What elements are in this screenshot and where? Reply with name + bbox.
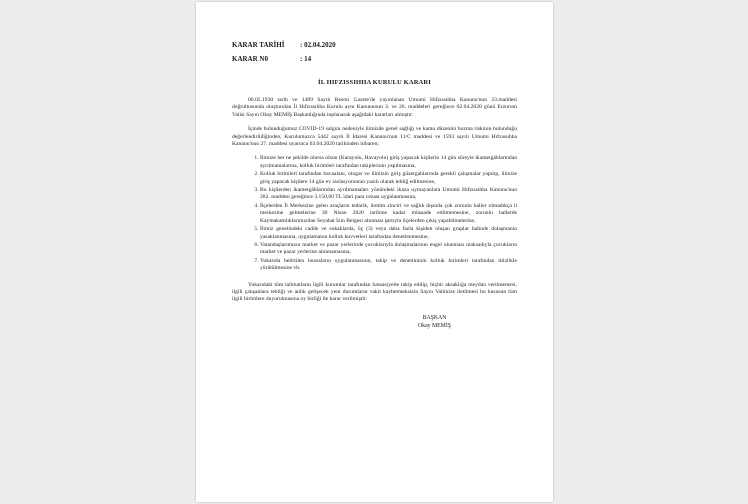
decision-number-value: : 14: [300, 55, 312, 63]
decision-meta: [232, 38, 517, 66]
context-paragraph: İçinde bulunduğumuz COVID-19 salgını nedeniyle ilimizde genel sağlığı ve kamu düzenini bozma riskinin bulunduğu değerlendirildiğinden, Kurulumuzca 5442 sayılı İl İdaresi Kanunu'nun 11/C maddesi ve 1593 sayılı Umumi Hıfzıssıhha Kanunu'nun 27. maddesi uyarınca 03.04.2020 tarihinden itibaren;: [232, 126, 517, 148]
decision-date-value: : 02.04.2020: [300, 41, 336, 49]
decision-item: 6. Vatandaşlarımızın market ve pazar yerlerinde çocuklarıyla dolaşmalarının engel olunması maksadıyla çocukların market ve pazar yerlerine alınmamasına,: [260, 242, 517, 257]
decision-date-label: KARAR TARİHİ: [232, 41, 285, 49]
decision-item: 1. İlimize her ne şekilde olursa olsun (Karayolu, Havayolu) giriş yapacak kişilerin 14 gün süreyle ikametgâhlarından ayrılmamalarına, kolluk birimleri tarafından takiplerinin yapılmasına,: [260, 155, 517, 170]
decision-item: 3. Bu kişilerden ikametgâhlarından ayrılmamaları yönündeki ikaza uymayanlara Umumi Hıfzıssıhha Kanunu'nun 282. maddesi gereğince 3.150,00 TL idari para cezası uygulanmasına,: [260, 187, 517, 202]
signature-name: Okay MEMİŞ: [417, 322, 451, 329]
decision-item: 7. Yukarıda belirtilen hususların uygulanmasının, takip ve denetiminin kolluk birimleri tarafından titizlikle yürütülmesine vb.: [260, 258, 517, 273]
signature-role: BAŞKAN: [422, 314, 447, 321]
decision-number-label: KARAR N0: [232, 55, 268, 63]
decision-date-row: [232, 38, 517, 52]
decision-item: 2. Kolluk birimleri tarafından havaalanı, otogar ve ilimizin giriş güzergahlarında gerekli çalışmalar yapılıp, ilimize giriş yapacak kişilere 14 gün ev izolasyonunun yazılı olarak tebliğ edilmesine,: [260, 171, 517, 186]
document-title: İL HIFZISSIHHA KURULU KARARI: [318, 79, 431, 86]
decision-item: 5. İlimiz genelindeki cadde ve sokaklarda, üç (3) veya daha fazla kişiden oluşan gruplar halinde dolaşmanın yasaklanmasına, uygulamanın kolluk kuvvetleri tarafından denetlenmesine,: [260, 226, 517, 241]
signature-block: [352, 314, 517, 330]
intro-paragraph: 06.05.1930 tarih ve 1489 Sayılı Resmi Gazete'de yayınlanan Umumi Hıfzıssıhha Kanunu'nun 23.maddesi doğrultusunda oluşturulan İl Hıfzıssıhha Kurulu aynı Kanununun 3. ve 26. maddeleri gereğince 02.04.2020 günü Erzurum Valisi Sayın Okay MEMİŞ Başkanlığında toplanarak aşağıdaki kararları almıştır:: [232, 97, 517, 118]
decision-list: [232, 155, 517, 272]
closing-paragraph: Yukarıdaki tüm talimatların ilgili kurumlar tarafından hassasiyetle takip edilip, hiçbir aksaklığa meydan verilmemesi, ilgili çalışanlara tebliği ve anlık gelişecek yeni durumların vakit kaybetmeksizin Sayın Valimize iletilmesi bu hususun tüm ilgili birimlere duyurulmasına oy birliği ile karar verilmiştir.: [232, 281, 517, 303]
document-page: [196, 2, 553, 502]
decision-item: 4. İlçelerden İl Merkezine gelen araçların tedarik, üretim zinciri ve sağlık dışında çok zorunlu haller olmadıkça il merkezine gelmelerine 30 Nisan 2020 tarihine kadar müsaade edilmemesine, zorunlu hallerde Kaymakamlıklarımızdan Seyahat İzin Belgesi alınması şartıyla ilçelerden çıkış yapabilmelerine,: [260, 203, 517, 225]
decision-number-row: [232, 52, 517, 66]
